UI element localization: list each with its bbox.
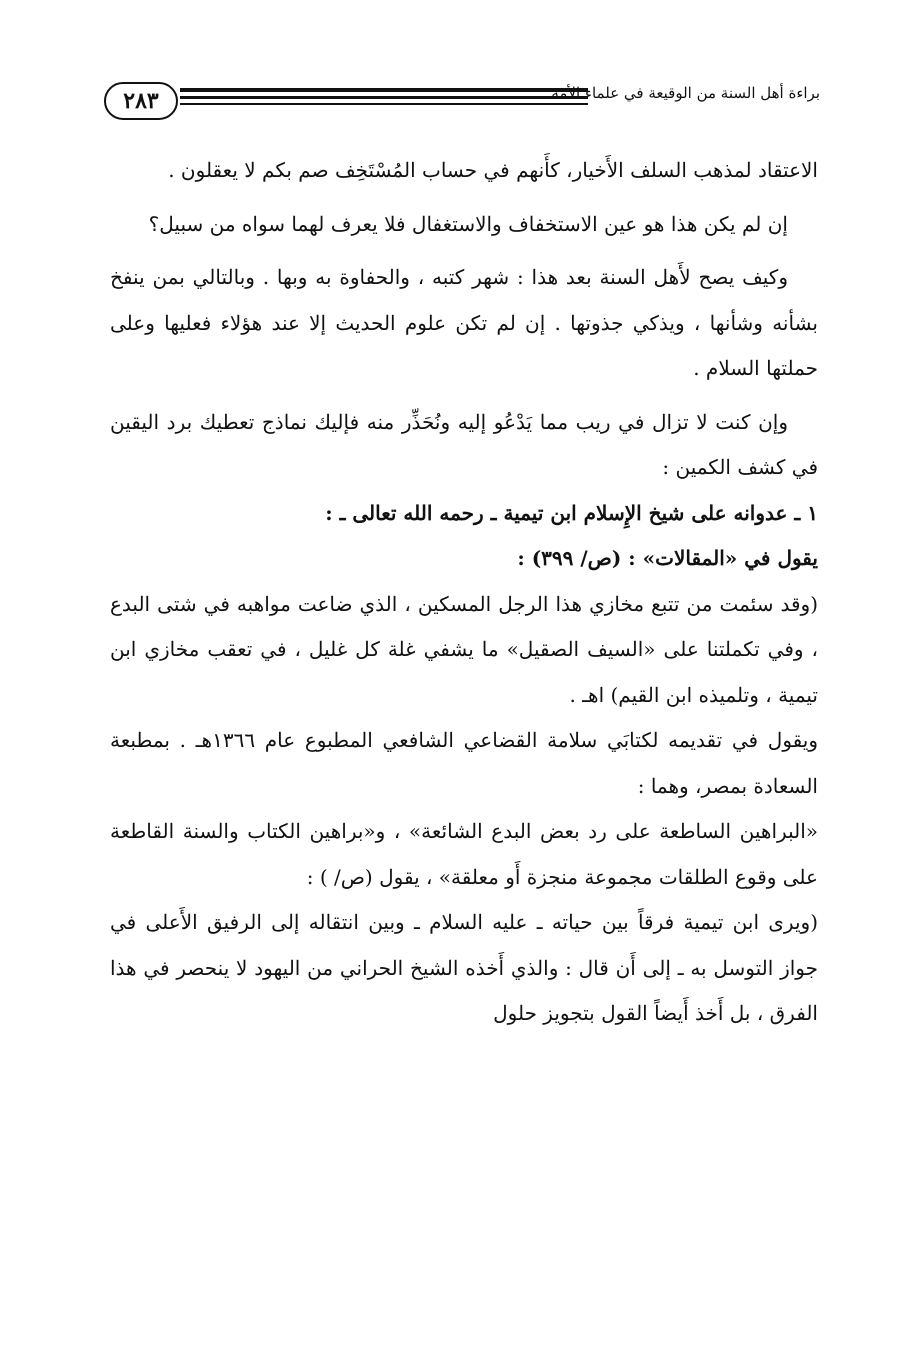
paragraph: وكيف يصح لأَهل السنة بعد هذا : شهر كتبه ، والحفاوة به وبها . وبالتالي بمن ينفخ بشأنه وشأنها ، ويذكي جذوتها . إن لم تكن علوم الحديث إلا عند هؤلاء فعليها وعلى حملتها السلام . xyxy=(110,265,818,380)
section-heading: ١ ـ عدوانه على شيخ الإِسلام ابن تيمية ـ رحمه الله تعالى ـ : xyxy=(325,500,818,525)
paragraph: ويقول في تقديمه لكتابَي سلامة القضاعي الشافعي المطبوع عام ١٣٦٦هـ . بمطبعة السعادة بمصر، وهما : xyxy=(110,728,818,798)
header-rule xyxy=(180,96,588,99)
quote: (ويرى ابن تيمية فرقاً بين حياته ـ عليه السلام ـ وبين انتقاله إلى الرفيق الأَعلى في جواز التوسل به ـ إلى أَن قال : والذي أَخذه الشيخ الحراني من اليهود لا ينحصر في هذا الفرق ، بل أَخذ أَيضاً القول بتجويز حلول xyxy=(110,910,818,1025)
citation-line: يقول في «المقالات» : (ص/ ٣٩٩) : xyxy=(517,546,818,570)
page-header xyxy=(104,78,820,124)
page-number: ٢٨٣ xyxy=(104,82,178,120)
paragraph: وإن كنت لا تزال في ريب مما يَدْعُو إليه ونُحَذِّر منه فإليك نماذج تعطيك برد اليقين في كشف الكمين : xyxy=(110,409,818,479)
paragraph: الاعتقاد لمذهب السلف الأَخيار، كأَنهم في حساب المُسْتَخِف صم بكم لا يعقلون . xyxy=(168,158,818,182)
book-titles: «البراهين الساطعة على رد بعض البدع الشائعة» ، و«براهين الكتاب والسنة القاطعة على وقوع الطلقات مجموعة منجزة أَو معلقة» ، يقول (ص/ ) : xyxy=(110,819,818,889)
header-rule xyxy=(180,88,588,92)
paragraph: إن لم يكن هذا هو عين الاستخفاف والاستغفال فلا يعرف لهما سواه من سبيل؟ xyxy=(148,211,788,236)
running-title: براءة أهل السنة من الوقيعة في علماء الأمة xyxy=(551,84,820,102)
quote: (وقد سئمت من تتبع مخازي هذا الرجل المسكين ، الذي ضاعت مواهبه في شتى البدع ، وفي تكملتنا على «السيف الصقيل» ما يشفي غلة كل غليل ، في تعقب مخازي ابن تيمية ، وتلميذه ابن القيم) اهـ . xyxy=(110,591,818,707)
page-body xyxy=(110,148,818,1037)
header-rule xyxy=(180,103,588,105)
